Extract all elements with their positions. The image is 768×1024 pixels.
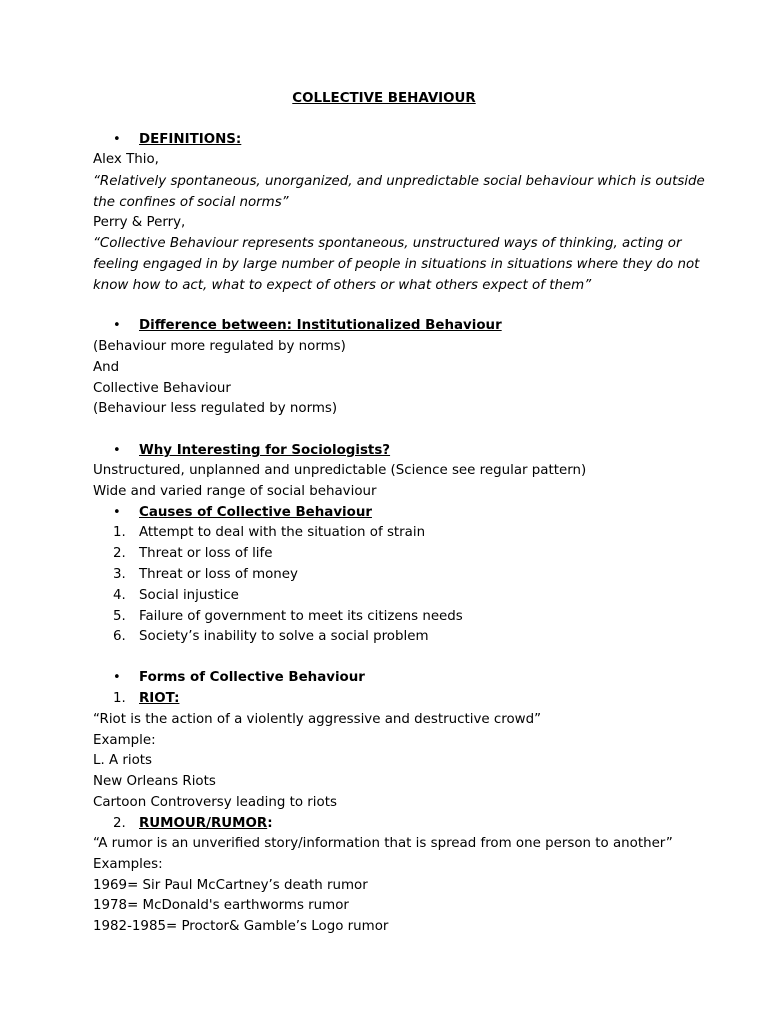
definition-author: Alex Thio, [93,152,159,167]
rumour-heading-wrap [139,815,273,833]
difference-line: And [93,360,120,375]
rumour-colon: : [267,816,273,831]
list-number: 1. [113,525,126,540]
difference-line: (Behaviour less regulated by norms) [93,401,338,416]
list-number: 2. [113,546,126,561]
difference-line: Collective Behaviour [93,381,231,396]
list-number: 1. [113,691,126,706]
rumour-line: Examples: [93,857,163,872]
causes-heading: Causes of Collective Behaviour [139,505,372,520]
definitions-heading: DEFINITIONS: [139,132,242,147]
definition-quote-line: feeling engaged in by large number of people in situations in situations where they do not [93,257,700,272]
list-number: 6. [113,629,126,644]
difference-line: (Behaviour more regulated by norms) [93,339,346,354]
rumour-line: 1982-1985= Proctor& Gamble’s Logo rumor [93,919,389,934]
bullet: • [113,443,121,458]
cause-item: Threat or loss of life [139,546,273,561]
rumour-line: 1978= McDonald's earthworms rumor [93,898,349,913]
list-number: 3. [113,567,126,582]
why-line: Wide and varied range of social behaviour [93,484,377,499]
bullet: • [113,670,121,685]
cause-item: Attempt to deal with the situation of strain [139,525,426,540]
cause-item: Threat or loss of money [139,567,298,582]
riot-line: New Orleans Riots [93,774,216,789]
rumour-line: “A rumor is an unverified story/information that is spread from one person to another” [93,836,673,851]
rumour-heading: RUMOUR/RUMOR [139,816,268,831]
definition-quote-line: the confines of social norms” [93,195,289,210]
why-line: Unstructured, unplanned and unpredictable (Science see regular pattern) [93,463,587,478]
rumour-line: 1969= Sir Paul McCartney’s death rumor [93,878,368,893]
bullet: • [113,318,121,333]
riot-heading: RIOT: [139,691,180,706]
bullet: • [113,132,121,147]
why-heading: Why Interesting for Sociologists? [139,443,391,458]
list-number: 5. [113,609,126,624]
riot-line: L. A riots [93,753,153,768]
document-title: COLLECTIVE BEHAVIOUR [292,91,476,106]
riot-line: Cartoon Controversy leading to riots [93,795,337,810]
riot-line: “Riot is the action of a violently aggressive and destructive crowd” [93,712,542,727]
definition-author: Perry & Perry, [93,215,186,230]
definition-quote-line: “Relatively spontaneous, unorganized, and unpredictable social behaviour which is outside [93,174,705,189]
cause-item: Failure of government to meet its citizens needs [139,609,463,624]
definition-quote-line: know how to act, what to expect of others or what others expect of them” [93,278,592,293]
list-number: 4. [113,588,126,603]
bullet: • [113,505,121,520]
cause-item: Social injustice [139,588,239,603]
riot-line: Example: [93,733,156,748]
forms-heading: Forms of Collective Behaviour [139,670,365,685]
list-number: 2. [113,816,126,831]
cause-item: Society’s inability to solve a social problem [139,629,429,644]
definition-quote-line: “Collective Behaviour represents spontaneous, unstructured ways of thinking, acting or [93,236,682,251]
difference-heading: Difference between: Institutionalized Behaviour [139,318,502,333]
